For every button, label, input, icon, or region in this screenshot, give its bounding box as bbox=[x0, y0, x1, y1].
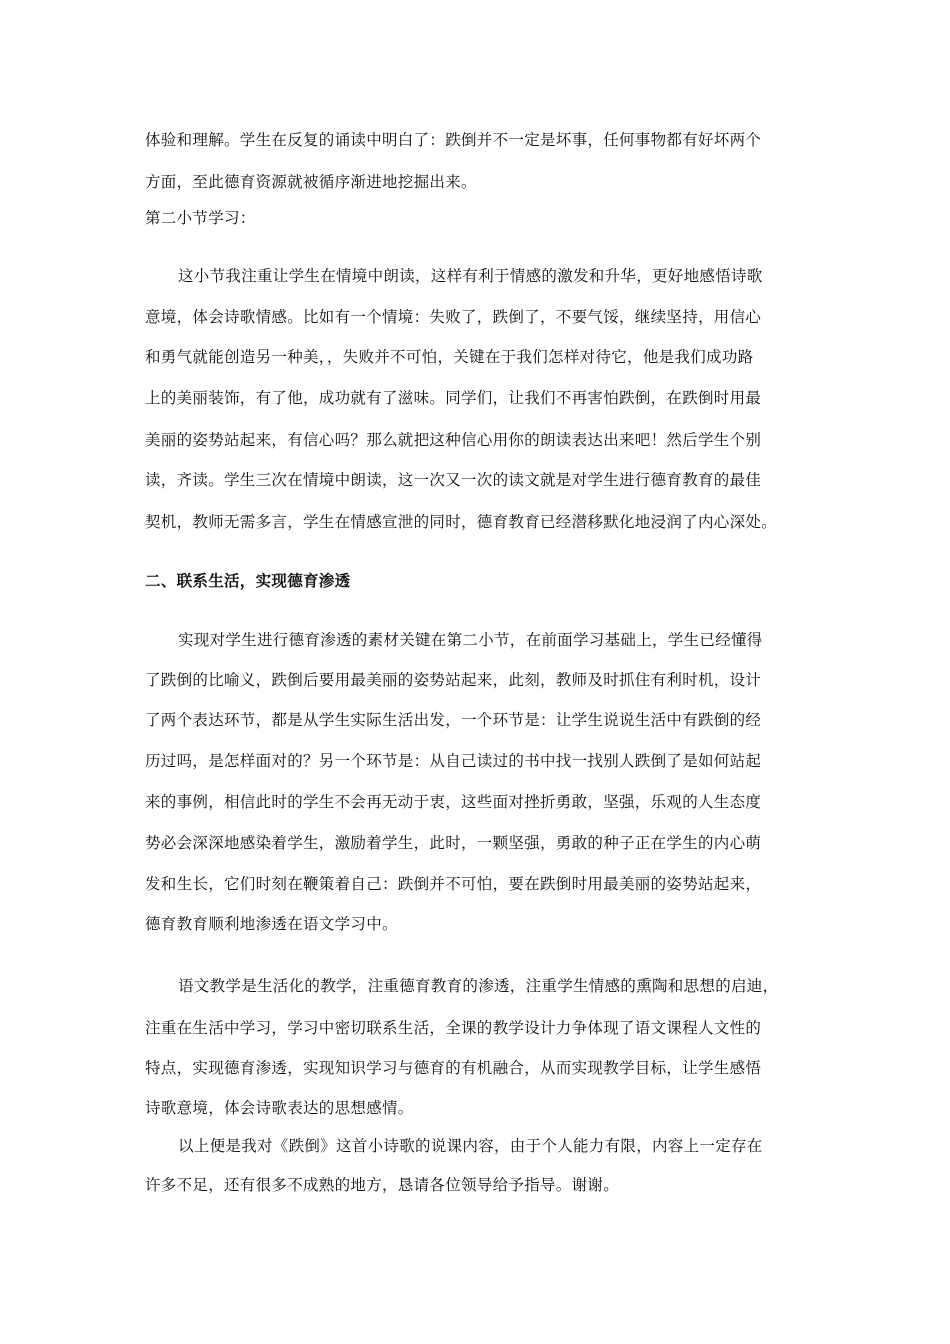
text-line: 体验和理解。学生在反复的诵读中明白了：跌倒并不一定是坏事，任何事物都有好坏两个 bbox=[145, 131, 762, 149]
text-line: 来的事例，相信此时的学生不会再无动于衷，这些面对挫折勇敢，坚强，乐观的人生态度 bbox=[145, 793, 762, 811]
text-line: 历过吗，是怎样面对的？另一个环节是：从自己读过的书中找一找别人跌倒了是如何站起 bbox=[145, 752, 762, 770]
text-line: 和勇气就能创造另一种美，，失败并不可怕，关键在于我们怎样对待它，他是我们成功路 bbox=[145, 348, 754, 366]
text-line: 意境，体会诗歌情感。比如有一个情境：失败了，跌倒了，不要气馁，继续坚持，用信心 bbox=[145, 308, 762, 326]
text-line: 了两个表达环节，都是从学生实际生活出发，一个环节是：让学生说说生活中有跌倒的经 bbox=[145, 711, 762, 729]
text-line: 势必会深深地感染着学生，激励着学生，此时，一颗坚强，勇敢的种子正在学生的内心萌 bbox=[145, 834, 762, 852]
text-line: 语文教学是生活化的教学，注重德育教育的渗透，注重学生情感的熏陶和思想的启迪， bbox=[178, 977, 779, 995]
text-line: 特点，实现德育渗透，实现知识学习与德育的有机融合，从而实现教学目标，让学生感悟 bbox=[145, 1059, 762, 1077]
text-line: 契机，教师无需多言，学生在情感宣泄的同时，德育教育已经潜移默化地浸润了内心深处。 bbox=[145, 513, 778, 531]
text-line: 读，齐读。学生三次在情境中朗读，这一次又一次的读文就是对学生进行德育教育的最佳 bbox=[145, 471, 762, 489]
text-line: 这小节我注重让学生在情境中朗读，这样有利于情感的激发和升华，更好地感悟诗歌 bbox=[178, 267, 763, 285]
text-line: 方面，至此德育资源就被循序渐进地挖掘出来。 bbox=[145, 173, 477, 191]
text-line: 德育教育顺利地渗透在语文学习中。 bbox=[145, 915, 398, 933]
text-line: 发和生长，它们时刻在鞭策着自己：跌倒并不可怕，要在跌倒时用最美丽的姿势站起来， bbox=[145, 875, 762, 893]
text-line: 注重在生活中学习，学习中密切联系生活，全课的教学设计力争体现了语文课程人文性的 bbox=[145, 1019, 762, 1037]
text-line: 诗歌意境，体会诗歌表达的思想感情。 bbox=[145, 1099, 414, 1117]
section-label: 第二小节学习： bbox=[145, 209, 256, 227]
section-heading: 二、联系生活，实现德育渗透 bbox=[145, 571, 351, 590]
text-line: 了跌倒的比喻义，跌倒后要用最美丽的姿势站起来，此刻，教师及时抓住有利时机，设计 bbox=[145, 671, 762, 689]
text-line: 上的美丽装饰，有了他，成功就有了滋味。同学们，让我们不再害怕跌倒，在跌倒时用最 bbox=[145, 389, 762, 407]
text-line: 许多不足，还有很多不成熟的地方，恳请各位领导给予指导。谢谢。 bbox=[145, 1176, 620, 1194]
text-line: 以上便是我对《跌倒》这首小诗歌的说课内容，由于个人能力有限，内容上一定存在 bbox=[178, 1137, 763, 1155]
text-line: 实现对学生进行德育渗透的素材关键在第二小节，在前面学习基础上，学生已经懂得 bbox=[178, 631, 763, 649]
text-line: 美丽的姿势站起来，有信心吗？那么就把这种信心用你的朗读表达出来吧！然后学生个别 bbox=[145, 431, 762, 449]
